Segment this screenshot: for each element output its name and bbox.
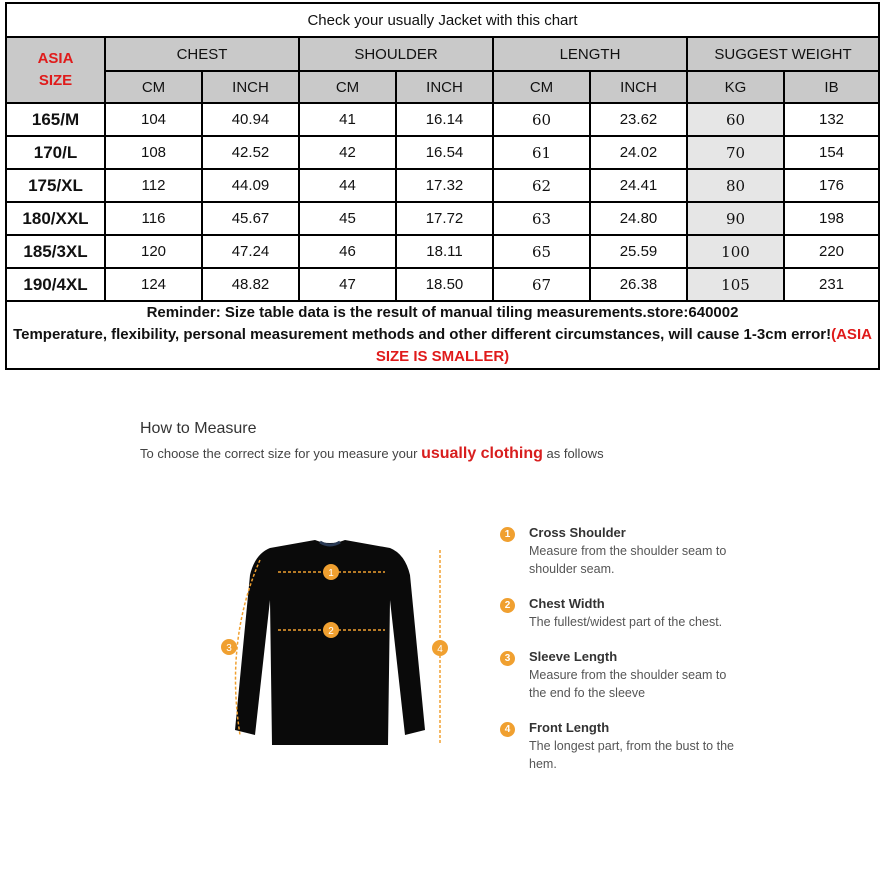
svg-text:2: 2: [328, 626, 334, 637]
table-cell: 17.32: [396, 169, 493, 202]
table-cell: 45.67: [202, 202, 299, 235]
table-cell: 104: [105, 103, 202, 136]
header-shoulder: SHOULDER: [299, 37, 493, 71]
unit-header: INCH: [202, 71, 299, 103]
size-label: 185/3XL: [6, 235, 105, 268]
table-cell: 46: [299, 235, 396, 268]
table-cell: 18.11: [396, 235, 493, 268]
table-cell: 124: [105, 268, 202, 301]
table-cell: 60: [687, 103, 784, 136]
size-label: 190/4XL: [6, 268, 105, 301]
sweater-diagram: [200, 530, 460, 760]
table-row: [6, 103, 879, 136]
table-cell: 24.80: [590, 202, 687, 235]
table-cell: 47.24: [202, 235, 299, 268]
asia-smaller-warning: (ASIA SIZE IS SMALLER): [375, 326, 872, 365]
diagram-badge-3: [221, 639, 237, 655]
measure-item-title: Sleeve Length: [529, 649, 618, 664]
table-cell: 90: [687, 202, 784, 235]
measure-legend: [500, 525, 860, 791]
chart-title: Check your usually Jacket with this chart: [6, 3, 879, 37]
size-label: 175/XL: [6, 169, 105, 202]
table-row: [6, 169, 879, 202]
table-cell: 61: [493, 136, 590, 169]
table-cell: 16.14: [396, 103, 493, 136]
unit-header: INCH: [590, 71, 687, 103]
measure-item-desc: The longest part, from the bust to the hem.: [529, 739, 734, 771]
size-label: 165/M: [6, 103, 105, 136]
table-row: [6, 136, 879, 169]
table-cell: 41: [299, 103, 396, 136]
table-cell: 48.82: [202, 268, 299, 301]
table-cell: 60: [493, 103, 590, 136]
unit-header: CM: [105, 71, 202, 103]
table-cell: 116: [105, 202, 202, 235]
svg-text:4: 4: [437, 644, 443, 655]
table-cell: 108: [105, 136, 202, 169]
table-cell: 47: [299, 268, 396, 301]
size-label: 180/XXL: [6, 202, 105, 235]
table-cell: 70: [687, 136, 784, 169]
number-badge: 1: [500, 527, 515, 542]
asia-size-label: ASIA SIZE: [6, 37, 105, 103]
measure-title: How to Measure: [140, 420, 257, 437]
table-cell: 63: [493, 202, 590, 235]
table-cell: 62: [493, 169, 590, 202]
table-cell: 25.59: [590, 235, 687, 268]
table-row: [6, 268, 879, 301]
diagram-badge-1: [323, 564, 339, 580]
measure-item-desc: Measure from the shoulder seam to the end fo the sleeve: [529, 668, 727, 700]
table-cell: 44.09: [202, 169, 299, 202]
table-cell: 80: [687, 169, 784, 202]
how-to-measure-section: [0, 380, 882, 880]
table-cell: 42: [299, 136, 396, 169]
table-cell: 44: [299, 169, 396, 202]
number-badge: 4: [500, 722, 515, 737]
table-row: [6, 235, 879, 268]
size-label: 170/L: [6, 136, 105, 169]
size-table: [5, 2, 880, 370]
table-cell: 26.38: [590, 268, 687, 301]
svg-text:1: 1: [328, 568, 334, 579]
diagram-badge-4: [432, 640, 448, 656]
table-cell: 100: [687, 235, 784, 268]
table-cell: 18.50: [396, 268, 493, 301]
unit-header: CM: [493, 71, 590, 103]
table-cell: 42.52: [202, 136, 299, 169]
table-cell: 154: [784, 136, 879, 169]
measure-item-title: Front Length: [529, 720, 610, 735]
table-cell: 65: [493, 235, 590, 268]
table-cell: 16.54: [396, 136, 493, 169]
reminder-note: Reminder: Size table data is the result of manual tiling measurements.store:640002 Temperature, flexibility, personal measurement methods and other different circumstances, will cause 1-3cm error!(ASIA SIZE IS SMALLER): [6, 301, 879, 369]
measure-subtitle: To choose the correct size for you measure your usually clothing as follows: [140, 445, 604, 462]
header-length: LENGTH: [493, 37, 687, 71]
measure-item-desc: The fullest/widest part of the chest.: [529, 615, 723, 629]
diagram-badge-2: [323, 622, 339, 638]
unit-header: CM: [299, 71, 396, 103]
measure-item: [500, 649, 860, 702]
table-cell: 176: [784, 169, 879, 202]
measure-item-title: Cross Shoulder: [529, 525, 626, 540]
table-cell: 24.41: [590, 169, 687, 202]
table-row: [6, 202, 879, 235]
table-cell: 67: [493, 268, 590, 301]
table-cell: 45: [299, 202, 396, 235]
measure-item: [500, 525, 860, 578]
size-chart: [5, 2, 878, 370]
table-cell: 24.02: [590, 136, 687, 169]
table-cell: 132: [784, 103, 879, 136]
number-badge: 2: [500, 598, 515, 613]
table-cell: 23.62: [590, 103, 687, 136]
table-cell: 120: [105, 235, 202, 268]
table-cell: 198: [784, 202, 879, 235]
measure-item: [500, 720, 860, 773]
table-cell: 40.94: [202, 103, 299, 136]
table-cell: 105: [687, 268, 784, 301]
svg-text:3: 3: [226, 643, 232, 654]
table-cell: 231: [784, 268, 879, 301]
table-cell: 17.72: [396, 202, 493, 235]
header-suggest-weight: SUGGEST WEIGHT: [687, 37, 879, 71]
unit-header: INCH: [396, 71, 493, 103]
measure-item-title: Chest Width: [529, 596, 605, 611]
measure-item: [500, 596, 860, 631]
table-cell: 112: [105, 169, 202, 202]
header-chest: CHEST: [105, 37, 299, 71]
unit-header: IB: [784, 71, 879, 103]
number-badge: 3: [500, 651, 515, 666]
unit-header: KG: [687, 71, 784, 103]
measure-item-desc: Measure from the shoulder seam to shoulder seam.: [529, 544, 727, 576]
table-cell: 220: [784, 235, 879, 268]
